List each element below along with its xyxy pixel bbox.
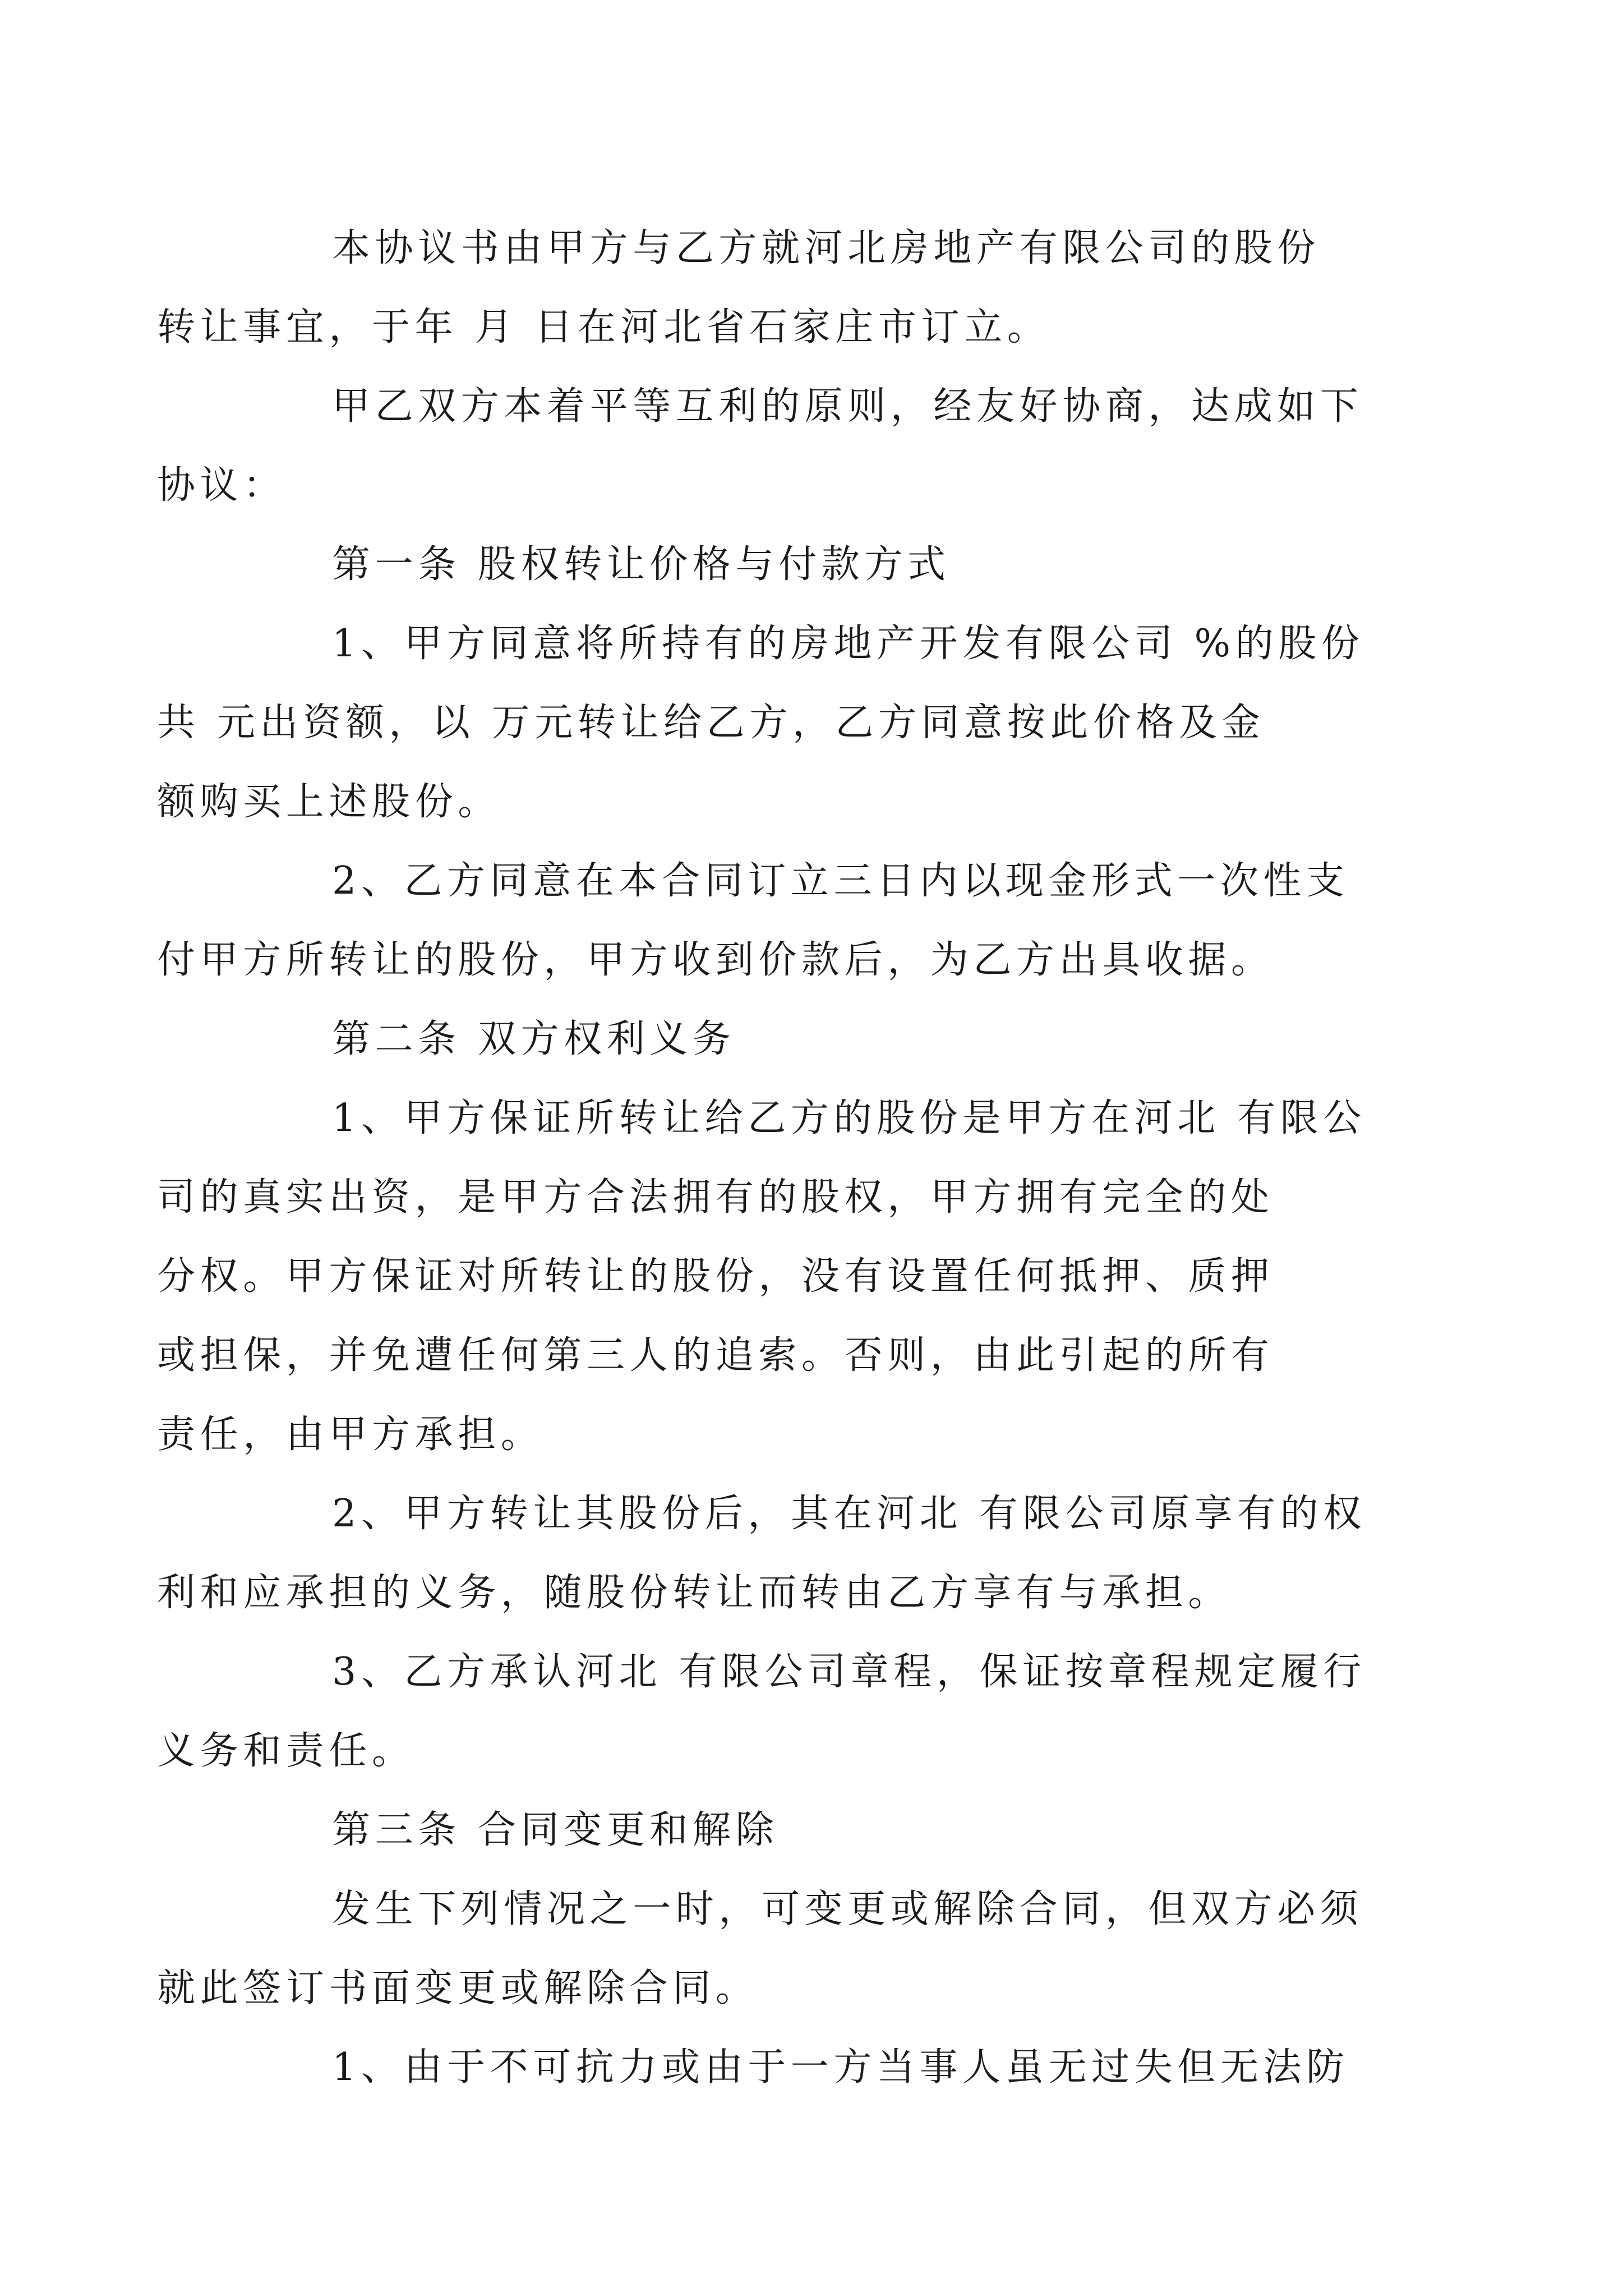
- text-line: 1、甲方同意将所持有的房地产开发有限公司 %的股份: [332, 622, 1364, 666]
- paragraph-intro: [157, 209, 1389, 367]
- article-2-clause-2: [157, 1474, 1389, 1632]
- text-line: 第一条 股权转让价格与付款方式: [332, 542, 951, 587]
- text-line: 责任，由甲方承担。: [157, 1412, 544, 1457]
- text-line: 就此签订书面变更或解除合同。: [157, 1966, 759, 2010]
- article-1-clause-2: [157, 841, 1389, 1000]
- article-3-heading: [245, 1791, 1389, 1870]
- article-1-heading: [245, 525, 1389, 604]
- text-line: 或担保，并免遭任何第三人的追索。否则，由此引起的所有: [157, 1333, 1274, 1378]
- text-line: 利和应承担的义务，随股份转让而转由乙方享有与承担。: [157, 1571, 1232, 1615]
- text-line: 额购买上述股份。: [157, 780, 501, 824]
- article-2-clause-3: [157, 1632, 1389, 1791]
- article-3-clause-1: [245, 2028, 1389, 2107]
- text-line: 第二条 双方权利义务: [332, 1017, 736, 1061]
- article-1-clause-1: [157, 604, 1389, 841]
- text-line: 2、甲方转让其股份后，其在河北 有限公司原享有的权: [332, 1492, 1366, 1536]
- text-line: 转让事宜，于年 月 日在河北省石家庄市订立。: [157, 305, 1050, 349]
- text-line: 义务和责任。: [157, 1729, 415, 1773]
- article-2-heading: [245, 1000, 1389, 1079]
- text-line: 发生下列情况之一时，可变更或解除合同，但双方必须: [332, 1887, 1363, 1931]
- text-line: 3、乙方承认河北 有限公司章程，保证按章程规定履行: [332, 1650, 1366, 1694]
- article-2-clause-1: [157, 1079, 1389, 1474]
- text-line: 协议：: [157, 463, 286, 508]
- paragraph-principle: [157, 367, 1389, 525]
- text-line: 2、乙方同意在本合同订立三日内以现金形式一次性支: [332, 859, 1349, 903]
- text-line: 1、由于不可抗力或由于一方当事人虽无过失但无法防: [332, 2045, 1349, 2090]
- text-line: 第三条 合同变更和解除: [332, 1808, 779, 1852]
- text-line: 甲乙双方本着平等互利的原则，经友好协商，达成如下: [332, 384, 1363, 429]
- text-line: 分权。甲方保证对所转让的股份，没有设置任何抵押、质押: [157, 1254, 1274, 1299]
- text-line: 司的真实出资，是甲方合法拥有的股权，甲方拥有完全的处: [157, 1175, 1274, 1220]
- text-line: 付甲方所转让的股份，甲方收到价款后，为乙方出具收据。: [157, 938, 1274, 982]
- document-body: [157, 209, 1389, 2107]
- text-line: 1、甲方保证所转让给乙方的股份是甲方在河北 有限公: [332, 1096, 1366, 1140]
- text-line: 共 元出资额，以 万元转让给乙方，乙方同意按此价格及金: [157, 701, 1265, 745]
- article-3-intro: [157, 1870, 1389, 2028]
- text-line: 本协议书由甲方与乙方就河北房地产有限公司的股份: [332, 226, 1320, 270]
